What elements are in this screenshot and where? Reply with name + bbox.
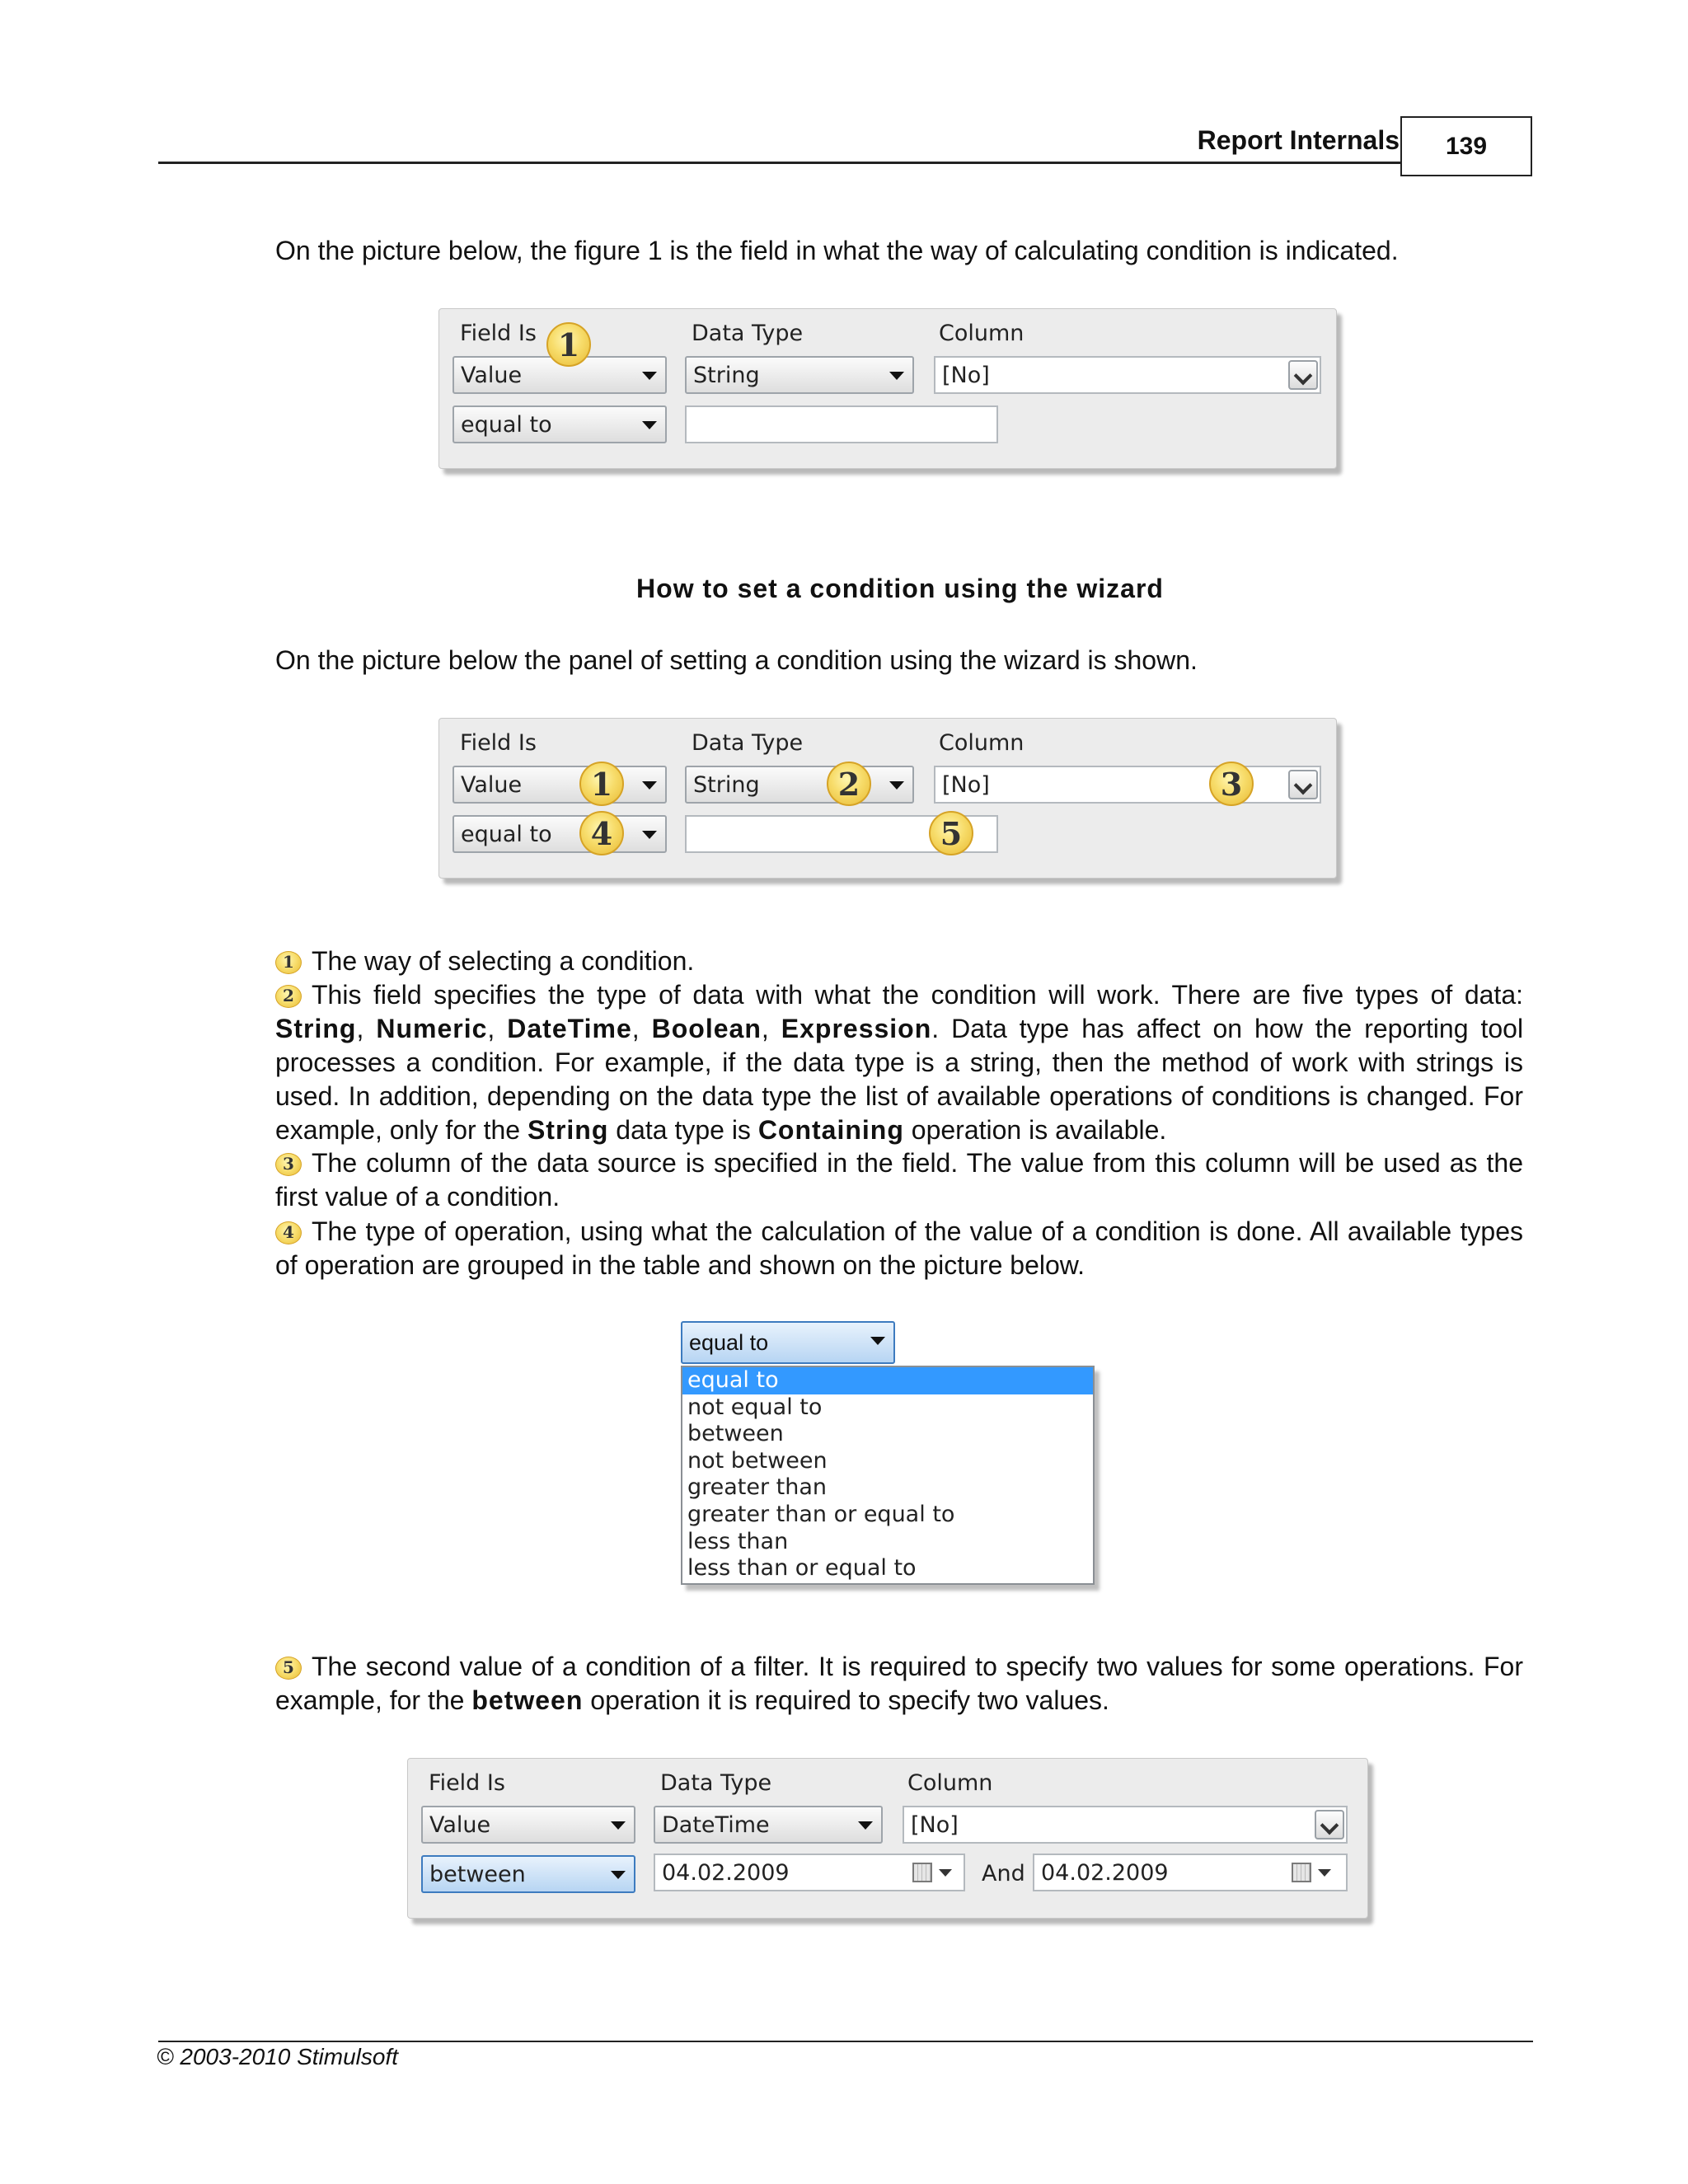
chevron-down-icon[interactable] [1315, 1810, 1344, 1840]
column-select[interactable] [934, 356, 1321, 394]
page-number: 139 [1400, 116, 1532, 176]
callout-badge: 4 [275, 1221, 302, 1244]
second-value-input[interactable] [685, 405, 998, 443]
callout-badge: 1 [546, 322, 591, 367]
data-type-label: Data Type [692, 730, 804, 756]
operation-option[interactable]: not between [687, 1447, 828, 1474]
chevron-down-icon [889, 372, 904, 380]
data-type-label: Data Type [692, 321, 804, 346]
operation-option[interactable]: greater than or equal to [687, 1501, 955, 1527]
chevron-down-icon [642, 372, 657, 380]
first-date-value: 04.02.2009 [662, 1859, 790, 1886]
callout-badge: 2 [275, 985, 302, 1008]
operation-option[interactable]: not equal to [687, 1394, 823, 1420]
condition-panel-2 [438, 718, 1337, 879]
operation-value: equal to [461, 821, 552, 847]
item-2-end: operation is available. [911, 1115, 1167, 1145]
item-3-text: The column of the data source is specified in the field. The value from this column will be used as the first value of a condition. [275, 1148, 1523, 1212]
callout-badge: 3 [275, 1153, 302, 1176]
second-date-value: 04.02.2009 [1041, 1859, 1169, 1886]
operation-option[interactable]: equal to [682, 1367, 1093, 1394]
second-date-input[interactable] [1033, 1854, 1348, 1891]
type-expression: Expression [781, 1014, 932, 1043]
type-datetime: DateTime [507, 1014, 632, 1043]
footer-copyright: © 2003-2010 Stimulsoft [157, 2044, 399, 2069]
operation-list [681, 1366, 1095, 1585]
operation-value: between [429, 1861, 526, 1887]
header-divider [158, 162, 1401, 164]
item-3 [275, 1146, 1523, 1214]
chevron-down-icon [642, 831, 657, 839]
column-select[interactable] [934, 766, 1321, 804]
field-is-label: Field Is [460, 730, 537, 756]
item-1 [275, 944, 1523, 978]
item-5 [275, 1650, 1523, 1718]
operation-select[interactable] [452, 815, 667, 853]
item-2-detail: Data type has affect on how the reporting tool processes a condition. For example, if the data type is a string, then the method of work with strings is used. In addition, depending on the data type the list of available operations of conditions is changed. For example, only for the [275, 1014, 1524, 1145]
footer-divider [158, 2041, 1533, 2042]
column-select[interactable] [903, 1806, 1348, 1844]
operation-option[interactable]: less than [687, 1528, 789, 1554]
operation-select[interactable] [452, 405, 667, 443]
chevron-down-icon[interactable] [1288, 770, 1318, 799]
chevron-down-icon [611, 1821, 626, 1830]
between-term: between [471, 1685, 584, 1715]
operation-current: equal to [689, 1329, 769, 1355]
type-string: String [275, 1014, 357, 1043]
column-label: Column [939, 321, 1025, 346]
chevron-down-icon [642, 781, 657, 790]
data-type-label: Data Type [660, 1770, 772, 1796]
condition-panel-3 [407, 1758, 1368, 1919]
chevron-down-icon [889, 781, 904, 790]
chevron-down-icon[interactable] [1288, 360, 1318, 390]
column-label: Column [907, 1770, 993, 1796]
item-2: 2 This field specifies the type of data with what the condition will work. There are five types of data: String, Numeric, DateTime, Boolean, Expression. Data type has affect on how the reporting tool processes a condition. For example, if the data type is a string, then the method of work with strings is used. In addition, depending on the data type the list of available operations of conditions is changed. For example, only for the String data type is Containing operation is available. [275, 980, 1524, 1145]
chevron-down-icon[interactable] [1318, 1869, 1331, 1877]
field-is-label: Field Is [429, 1770, 505, 1796]
and-label: And [982, 1861, 1025, 1886]
intro2-text: On the picture below the panel of setting a condition using the wizard is shown. [275, 645, 1198, 675]
data-type-select[interactable] [685, 356, 914, 394]
item-2-connector: data type is [616, 1115, 751, 1145]
first-date-input[interactable] [654, 1854, 965, 1891]
operation-option[interactable]: less than or equal to [687, 1555, 917, 1582]
data-type-select[interactable] [685, 766, 914, 804]
field-is-select[interactable] [452, 766, 667, 804]
column-value: [No] [942, 771, 990, 798]
item-4 [275, 1215, 1523, 1282]
condition-panel-1 [438, 308, 1337, 469]
item-1-text: The way of selecting a condition. [312, 946, 695, 976]
chevron-down-icon[interactable] [939, 1869, 952, 1877]
column-value: [No] [911, 1811, 959, 1838]
chevron-down-icon [611, 1871, 626, 1879]
field-is-value: Value [429, 1811, 491, 1838]
callout-badge: 4 [579, 811, 624, 855]
operation-select-open[interactable] [681, 1321, 895, 1364]
column-value: [No] [942, 362, 990, 388]
type-numeric: Numeric [376, 1014, 488, 1043]
operation-option[interactable]: between [687, 1421, 784, 1447]
item-5-end: operation it is required to specify two values. [590, 1685, 1109, 1715]
chevron-down-icon [642, 421, 657, 429]
containing-term: Containing [757, 1115, 904, 1145]
string-term: String [527, 1115, 609, 1145]
field-is-value: Value [461, 771, 523, 798]
data-type-select[interactable] [654, 1806, 883, 1844]
chevron-down-icon [870, 1337, 885, 1345]
field-is-label: Field Is [460, 321, 537, 346]
section-heading: How to set a condition using the wizard [636, 574, 1164, 603]
callout-badge: 1 [579, 762, 624, 806]
data-type-value: String [693, 771, 760, 798]
section-title: Report Internals [1197, 125, 1400, 155]
field-is-select[interactable] [421, 1806, 635, 1844]
type-boolean: Boolean [651, 1014, 762, 1043]
callout-badge: 3 [1209, 762, 1254, 806]
item-2-text: This field specifies the type of data with what the condition will work. There are five types of data: [312, 980, 1523, 1010]
callout-badge: 2 [827, 762, 871, 806]
operation-option[interactable]: greater than [687, 1474, 828, 1501]
calendar-icon[interactable] [912, 1863, 932, 1882]
intro-text: On the picture below, the figure 1 is the field in what the way of calculating condition is indicated. [275, 236, 1399, 265]
operation-select[interactable] [421, 1855, 635, 1893]
callout-badge: 1 [275, 951, 302, 974]
calendar-icon[interactable] [1292, 1863, 1311, 1882]
field-is-value: Value [461, 362, 523, 388]
operation-value: equal to [461, 411, 552, 438]
column-label: Column [939, 730, 1025, 756]
data-type-value: DateTime [662, 1811, 770, 1838]
callout-badge: 5 [929, 811, 973, 855]
callout-badge: 5 [275, 1657, 302, 1680]
data-type-value: String [693, 362, 760, 388]
item-5-text: The second value of a condition of a filter. It is required to specify two values for some operations. For example, for the [275, 1652, 1523, 1715]
item-4-text: The type of operation, using what the calculation of the value of a condition is done. All available types of operation are grouped in the table and shown on the picture below. [275, 1216, 1523, 1280]
chevron-down-icon [858, 1821, 873, 1830]
